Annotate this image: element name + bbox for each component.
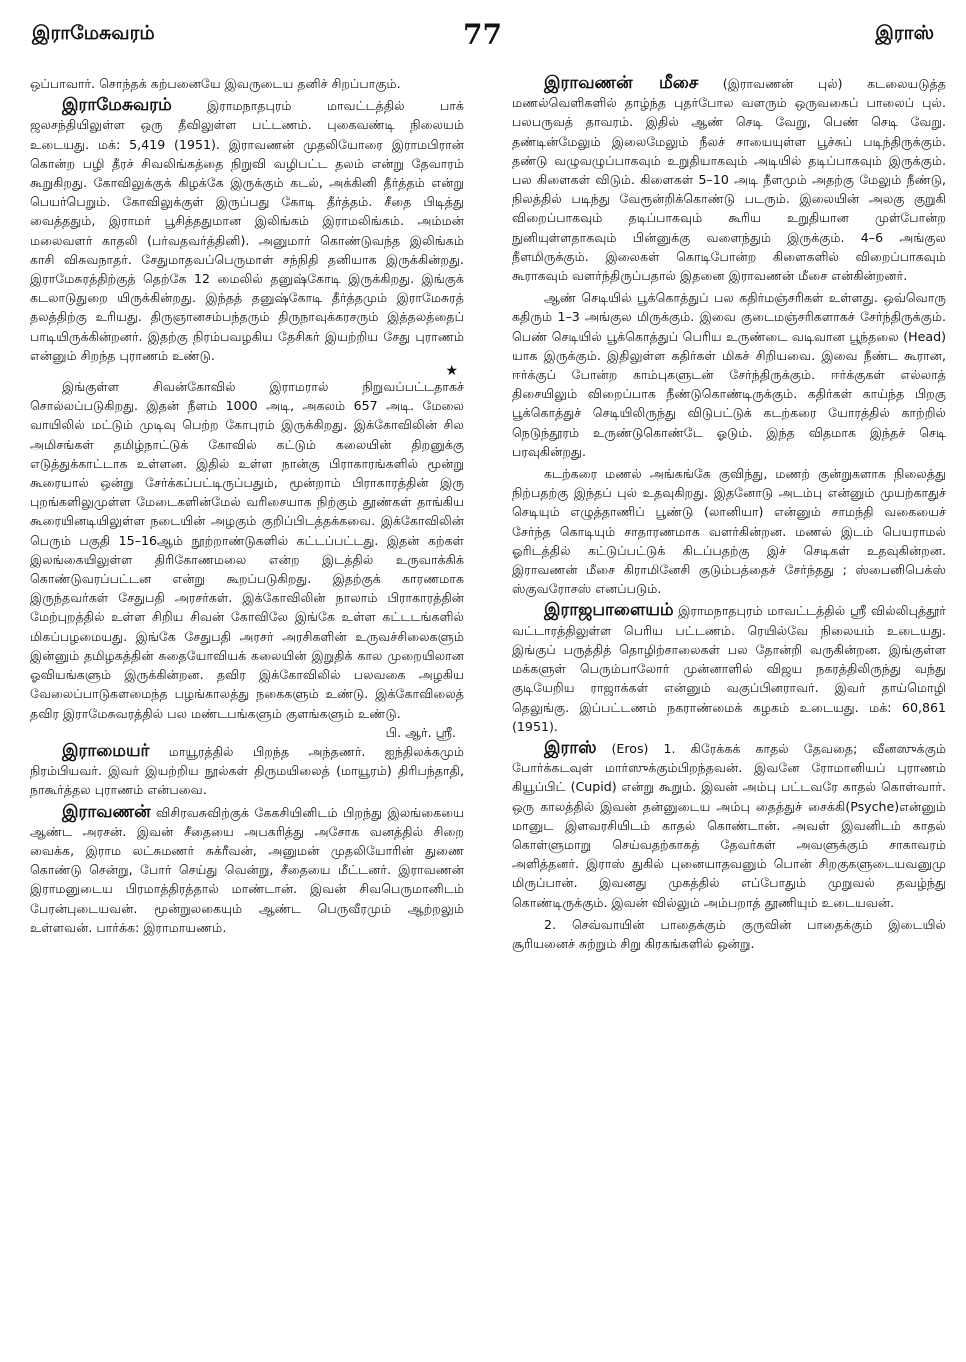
entry-body: இராமநாதபுரம் மாவட்டத்தில் பாக் ஜலசந்தியிலுள்ள ஒரு தீவிலுள்ள பட்டணம். புகைவண்டி நிலையம் உடையது. மக்: 5,419 (1951). இராவணன் முதலியோரை இராமபிரான் கொன்ற பழி தீரச் சிவலிங்கத்தை நிறுவி வழிபட்ட தலம் என்று தேவாரம் கூறுகிறது. கோவிலுக்குக் கிழக்கே இருக்கும் கடல், அக்கினி தீர்த்தம் என்று பெயர்பெறும். கோவிலுக்குள் இருப்பது கோடி தீர்த்தம். சீதை பிடித்து வைத்ததும், இராமர் பூசித்ததுமான இலிங்கம் இராமலிங்கம். அம்மன் மலைவளர் காதலி (பர்வதவர்த்தினி). அனுமார் கொண்டுவந்த இலிங்கம் காசி விசுவநாதர். சேதுமாதவப்பெருமாள் சந்நிதி தனியாக இருக்கின்றது. இராமேசுரத்திற்குத் தெற்கே 12 மைலில் தனுஷ்கோடி இருக்கிறது. இங்குக் கடலாடுதுறை யிருக்கின்றது. இந்தத் தனுஷ்கோடி தீர்த்தமும் இராமேசுரத் தலத்திற்கு உரியது. திருஞானசம்பந்தரும் திருநாவுக்கரசரும் இத்தலத்தைப் பாடியிருக்கின்றனர். இதற்கு நிரம்பவழகிய தேசிகர் இயற்றிய சேது புராணம் என்னும் சிறந்த புராணம் உண்டு. xyxy=(30,98,464,363)
entry-ravanan xyxy=(30,803,464,937)
entry-body: இராமநாதபுரம் மாவட்டத்தில் ஸ்ரீ வில்லிபுத்தூர் வட்டாரத்திலுள்ள பெரிய பட்டணம். ரெயில்வே நிலையம் உடையது. இங்குப் பருத்தித் தொழிற்சாலைகள் பல தோன்றி வருகின்றன. இங்குள்ள மக்களுள் பெரும்பாலோர் முன்னாளில் விஜய நகரத்திலிருந்து வந்து குடியேறிய ராஜாக்கள் என்னும் வகுப்பினராவர். இவர் தாய்மொழி தெலுங்கு. இப்பட்டணம் நகராண்மைக் கழகம் உடையது. மக்: 60,861 (1951). xyxy=(512,603,946,734)
star-marker: ★ xyxy=(445,363,458,380)
right-column xyxy=(512,74,946,953)
running-head-left: இராமேசுவரம் xyxy=(32,22,155,44)
entry-ravanan-meesai xyxy=(512,74,946,285)
continued-paragraph: ஒப்பாவார். சொந்தக் கற்பனையே இவருடைய தனிச் சிறப்பாகும். xyxy=(30,76,401,91)
entry-rameswaram xyxy=(30,96,464,365)
entry-paragraph: 2. செவ்வாயின் பாதைக்கும் குருவின் பாதைக்கும் இடையில் சூரியனைச் சுற்றும் சிறு கிரகங்களில் ஒன்று. xyxy=(512,916,946,951)
headword-eros: இராஸ் xyxy=(544,737,597,758)
page-header xyxy=(0,0,966,60)
page-number: 77 xyxy=(463,18,502,51)
entry-rameswaram-temple: இங்குள்ள சிவன்கோவில் இராமரால் நிறுவப்பட்டதாகச் சொல்லப்படுகிறது. இதன் நீளம் 1000 அடி, அகலம் 657 அடி. மேலை வாயிலில் மட்டும் முடிவு பெற்ற கோபுரம் இருக்கிறது. இக்கோவிலின் சில அமிசங்கள் தமிழ்நாட்டுக் கோவில் கட்டும் கலையின் திறனுக்கு எடுத்துக்காட்டாக உள்ளன. இதில் உள்ள நான்கு பிராகாரங்களில் மூன்று கூரையால் ஒன்று சேர்க்கப்பட்டிருப்பதும், மூன்றாம் பிராகாரத்தின் இரு புறங்களிலுமுள்ள மேடைகளின்மேல் வரிசையாக நிற்கும் தூண்கள் தாங்கிய கூரையினடியிலுள்ள நடையின் அழகும் குறிப்பிடத்தக்கவை. இக்கோவிலின் பெரும் பகுதி 15–16ஆம் நூற்றாண்டுகளில் கட்டப்பட்டது. இதன் கற்கள் இலங்கையிலுள்ள திரிகோணமலை என்ற இடத்தில் உருவாக்கிக் கொண்டுவரப்பட்டன என்று கூறப்படுகிறது. இதற்குக் காரணமாக இருந்தவர்கள் சேதுபதி அரசர்கள். இக்கோவிலின் நாலாம் பிராகாரத்தின் மேற்புறத்தில் உள்ள சிறிய சிவன் கோவிலே இங்கே உள்ள கட்டடங்களில் மிகப்பழமையது. இங்கே சேதுபதி அரசர் அரசிகளின் உருவச்சிலைகளும் இன்னும் தமிழகத்தின் சுதையோவியக் கலையின் இறுதிக் கால முறையிலான ஓவியங்களும் இருக்கின்றன. தவிர இக்கோவிலில் பலவகை அழகிய வேலைப்பாடுகளமைந்த பழங்காலத்து நகைகளும் உண்டு. இக்கோவிலைத் தவிர இராமேசுவரத்தில் பல மண்டபங்களும் குளங்களும் உண்டு. xyxy=(30,379,464,721)
headword-rameswaram: இராமேசுவரம் xyxy=(62,95,172,116)
entry-paragraph: ஆண் செடியில் பூக்கொத்துப் பல கதிர்மஞ்சரிகள் உள்ளது. ஒவ்வொரு கதிரும் 1–3 அங்குல மிருக்கும். இவை குடைமஞ்சரிகளாகச் சேர்ந்திருக்கும். பெண் செடியில் பூக்கொத்துப் பெரிய உருண்டை வடிவான பூந்தலை (Head) யாக இருக்கும். இதிலுள்ள கதிர்கள் மிகச் சிறியவை. இவை நீண்ட கூரான, ஈர்க்குப் போன்ற காம்புகளுடன் சேர்ந்திருக்கும். ஈர்க்குகள் எல்லாத் திசையிலும் விறைப்பாக நீண்டுகொண்டிருக்கும். கதிர்கள் காய்ந்த பிறகு பூக்கொத்துச் செடியிலிருந்து விடுபட்டுக் கடற்கரை யோரத்தில் காற்றில் நெடுந்தூரம் உருண்டுகொண்டே ஓடும். இந்த விதமாக இந்தச் செடி பரவுகின்றது. xyxy=(512,290,946,459)
entry-body: (இராவணன் புல்) கடலையடுத்த மணல்வெளிகளில் தாழ்ந்த புதர்போல வளரும் ஒருவகைப் பாலைப் புல். பலபருவத் தாவரம். இதில் ஆண் செடி வேறு, பெண் செடி வேறு. தண்டின்மேலும் இலைமேலும் நீலச் சாயையுள்ள பூச்சுப் படிந்திருக்கும். தண்டு வழுவழுப்பாகவும் உறுதியாகவும் அடியில் தடிப்பாகவும் இருக்கும். பல கிளைகள் விடும். கிளைகள் 5–10 அடி நீளமும் அதற்கு மேலும் நீண்டு, நிலத்தில் படிந்து வேரூன்றிக்கொண்டு படரும். இலையின் அலகு குறுகி விறைப்பாகவும் தடிப்பாகவும் கூரிய உறுதியான முள்போன்ற நுனியுள்ளதாகவும் பின்னுக்கு வளைந்தும் இருக்கும். 4–6 அங்குல நீளமிருக்கும். இலைகள் கொடிபோன்ற கிளைகளில் விறைப்பாகவும் கூராகவும் வளர்ந்திருப்பதால் இதனை இராவணன் மீசை என்கின்றனர். xyxy=(512,76,947,284)
author-signature xyxy=(30,723,464,742)
headword-ravanan-meesai: இராவணன் மீசை xyxy=(544,73,699,93)
entry-paragraph: கடற்கரை மணல் அங்கங்கே குவிந்து, மணற் குன்றுகளாக நிலைத்து நிற்பதற்கு இந்தப் புல் உதவுகிறது. இதனோடு அடம்பு என்னும் முயற்காதுச் செடியும் எழுத்தாணிப் பூண்டு (லானியா) என்னும் சாமந்தி வகையைச் சேர்ந்த கொடியும் சாதாரணமாக வளர்கின்றன. மணல் இடம் பெயராமல் ஓரிடத்தில் கட்டுப்பட்டுக் கிடப்பதற்கு இச் செடிகள் உதவுகின்றன. இராவணன் மீசை கிராமினேசி குடும்பத்தைச் சேர்ந்தது ; ஸ்பைனிபெக்ஸ் ஸ்குவரோசஸ் எனப்படும். xyxy=(512,466,946,597)
entry-body: மாயூரத்தில் பிறந்த அந்தணர். ஐந்திலக்கமும் நிரம்பியவர். இவர் இயற்றிய நூல்கள் திருமயிலைத் (மாயூரம்) திரிபந்தாதி, நாகூர்த்தல புராணம் என்பவை. xyxy=(30,743,464,798)
entry-body: விசிரவசுவிற்குக் கேகசியினிடம் பிறந்து இலங்கையை ஆண்ட அரசன். இவன் சீதையை அபகரித்து அசோக வனத்தில் சிறை வைக்க, இராம லட்சுமணர் சுக்ரீவன், அனுமன் முதலியோரின் துணை கொண்டு சென்று, போர் செய்து வென்று, சீதையை மீட்டனர். இராவணன் இராமனுடைய பிரமாத்திரத்தால் மாண்டான். இவன் சிவபெருமானிடம் பேரன்புடையவன். மூன்றுலகையும் ஆண்ட பெருவீரமும் ஆற்றலும் உள்ளவன். பார்க்க: இராமாயணம். xyxy=(30,804,464,935)
author-initials: பி. ஆர். ஸ்ரீ. xyxy=(385,724,456,740)
entry-body: (Eros) 1. கிரேக்கக் காதல் தேவதை; வீனஸுக்கும் போர்க்கடவுள் மார்ஸுக்கும்பிறந்தவன். இவனே ரோமானியப் புராணம் கியூப்பிட் (Cupid) என்று கூறும். இவன் அம்பு பட்டவரே காதல் கொள்வார். ஒரு காலத்தில் இவன் தன்னுடைய அம்பு தைத்துச் சைக்கி(Psyche)என்னும் மானுட இளவரசியிடம் காதல் கொண்டான். அவள் இவனிடம் காதல் கொள்ளுமாறு செய்வதற்காகத் தேவர்கள் அவளுக்கும் சாகாவரம் அளித்தனர். இராஸ் துகில் புனையாதவனும் பொன் சிறகுகளுடையவனுமு மிருப்பான். இவனது முகத்தில் எப்போதும் முறுவல் தவழ்ந்து கொண்டிருக்கும். இவன் வில்லும் அம்பறாத் தூணியும் உடையவன். xyxy=(512,740,946,910)
headword-rajapalayam: இராஜபாளையம் xyxy=(544,600,674,621)
entry-eros xyxy=(512,739,946,912)
left-column xyxy=(30,74,464,937)
headword-ravanan: இராவணன் xyxy=(62,801,151,822)
entry-rajapalayam xyxy=(512,601,946,735)
headword-ramaiyar: இராமையர் xyxy=(62,740,150,761)
running-head-right: இராஸ் xyxy=(875,22,934,44)
entry-ramaiyar xyxy=(30,742,464,800)
